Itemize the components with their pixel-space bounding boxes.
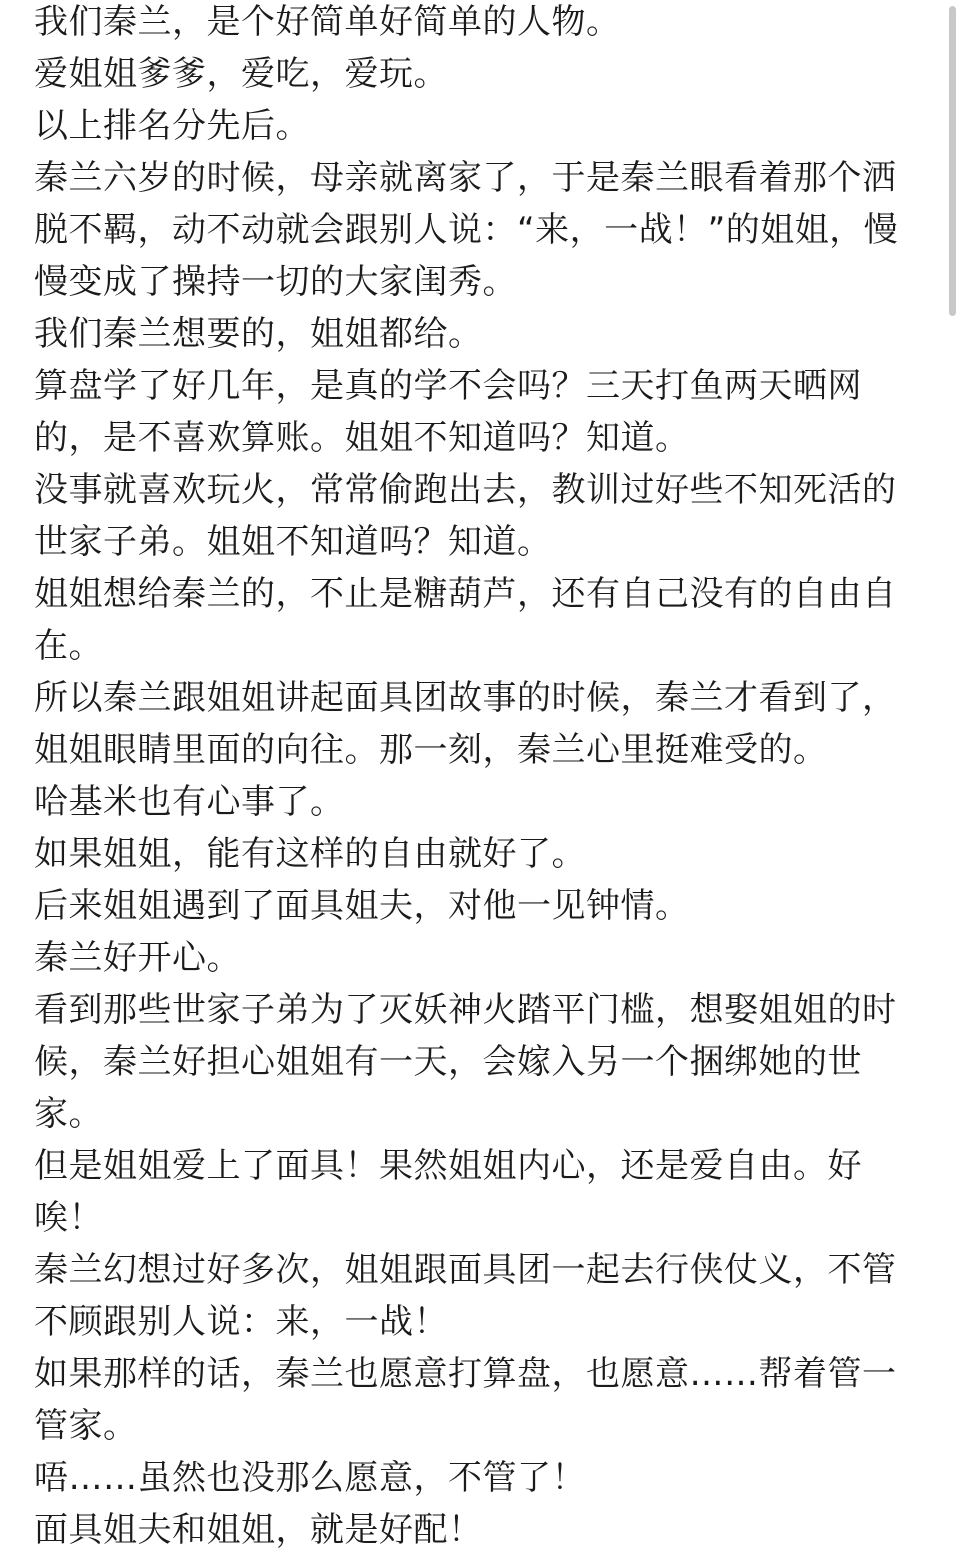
paragraph-1: 我们秦兰，是个好简单好简单的人物。 — [34, 2, 621, 42]
paragraph-15: 但是姐姐爱上了面具！果然姐姐内心，还是爱自由。好唉！ — [34, 1146, 862, 1238]
paragraph-18: 唔……虽然也没那么愿意，不管了！ — [34, 1458, 586, 1498]
paragraph-17: 如果那样的话，秦兰也愿意打算盘，也愿意……帮着管一管家。 — [34, 1354, 897, 1446]
scrollbar-thumb[interactable] — [949, 6, 956, 316]
paragraph-3: 以上排名分先后。 — [34, 106, 310, 146]
paragraph-14: 看到那些世家子弟为了灭妖神火踏平门槛，想娶姐姐的时候，秦兰好担心姐姐有一天，会嫁入另一个捆绑她的世家。 — [34, 990, 897, 1134]
paragraph-7: 没事就喜欢玩火，常常偷跑出去，教训过好些不知死活的世家子弟。姐姐不知道吗？知道。 — [34, 470, 897, 562]
paragraph-4: 秦兰六岁的时候，母亲就离家了，于是秦兰眼看着那个洒脱不羁，动不动就会跟别人说：“来，一战！”的姐姐，慢慢变成了操持一切的大家闺秀。 — [34, 158, 899, 302]
vertical-scrollbar[interactable] — [946, 0, 960, 1523]
paragraph-11: 如果姐姐，能有这样的自由就好了。 — [34, 834, 586, 874]
paragraph-12: 后来姐姐遇到了面具姐夫，对他一见钟情。 — [34, 886, 690, 926]
paragraph-19: 面具姐夫和姐姐，就是好配！ — [34, 1510, 483, 1550]
article-body — [34, 0, 924, 1556]
paragraph-5: 我们秦兰想要的，姐姐都给。 — [34, 314, 483, 354]
paragraph-9: 所以秦兰跟姐姐讲起面具团故事的时候，秦兰才看到了，姐姐眼睛里面的向往。那一刻，秦兰心里挺难受的。 — [34, 678, 897, 770]
paragraph-6: 算盘学了好几年，是真的学不会吗？三天打鱼两天晒网的，是不喜欢算账。姐姐不知道吗？知道。 — [34, 366, 862, 458]
paragraph-13: 秦兰好开心。 — [34, 938, 241, 978]
paragraph-16: 秦兰幻想过好多次，姐姐跟面具团一起去行侠仗义，不管不顾跟别人说：来，一战！ — [34, 1250, 897, 1342]
paragraph-2: 爱姐姐爹爹，爱吃，爱玩。 — [34, 54, 448, 94]
paragraph-10: 哈基米也有心事了。 — [34, 782, 345, 822]
paragraph-8: 姐姐想给秦兰的，不止是糖葫芦，还有自己没有的自由自在。 — [34, 574, 897, 666]
